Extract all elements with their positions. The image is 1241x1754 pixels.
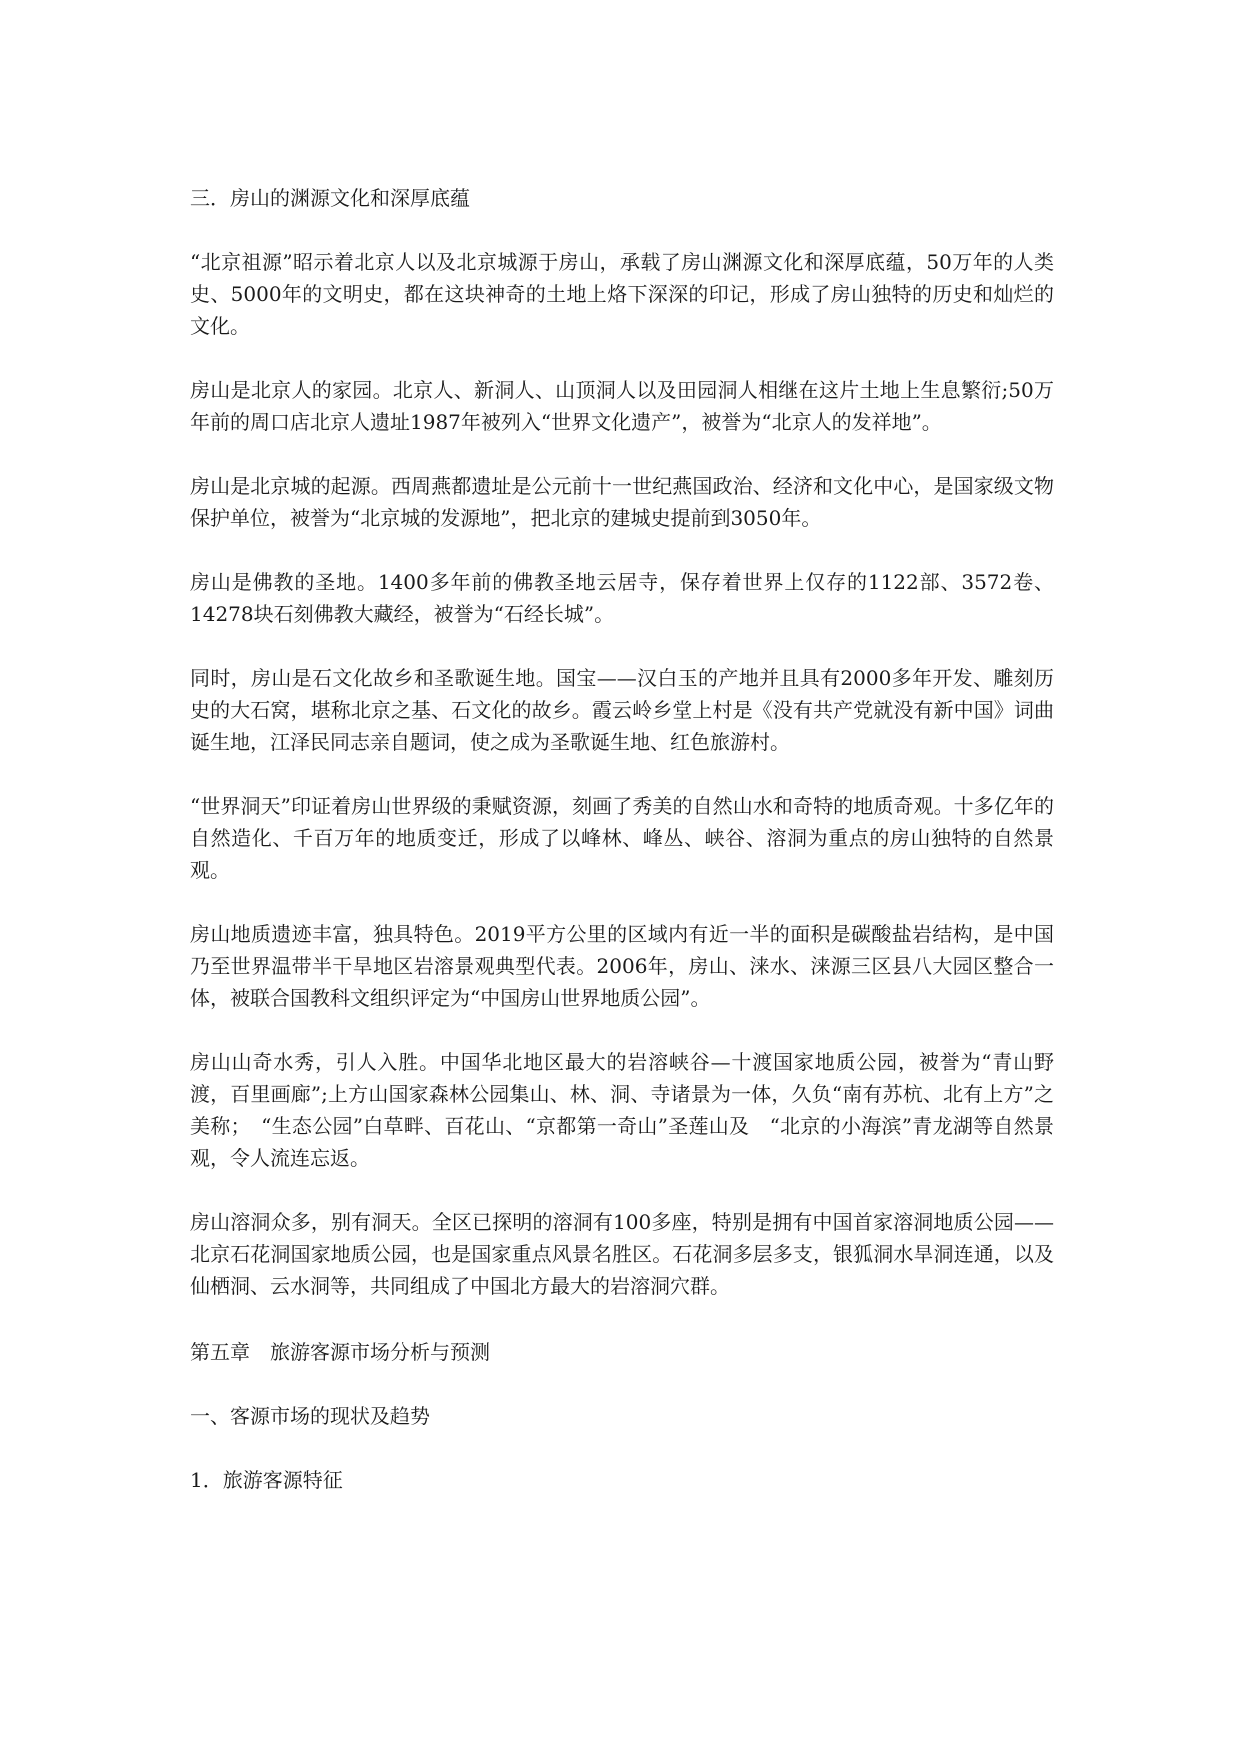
paragraph-karst-caves: 房山溶洞众多，别有洞天。全区已探明的溶洞有100多座，特别是拥有中国首家溶洞地质公园——北京石花洞国家地质公园，也是国家重点风景名胜区。石花洞多层多支，银狐洞水旱洞连通，以及仙栖洞、云水洞等，共同组成了中国北方最大的岩溶洞穴群。 <box>190 1210 1054 1298</box>
paragraph-world-cave: “世界洞天”印证着房山世界级的秉赋资源，刻画了秀美的自然山水和奇特的地质奇观。十多亿年的自然造化、千百万年的地质变迁，形成了以峰林、峰丛、峡谷、溶洞为重点的房山独特的自然景观。 <box>190 794 1054 882</box>
item-heading: 1．旅游客源特征 <box>190 1468 343 1492</box>
paragraph-beijing-city-origin: 房山是北京城的起源。西周燕都遗址是公元前十一世纪燕国政治、经济和文化中心，是国家级文物保护单位，被誉为“北京城的发源地”，把北京的建城史提前到3050年。 <box>190 474 1054 530</box>
paragraph-geological-heritage: 房山地质遗迹丰富，独具特色。2019平方公里的区域内有近一半的面积是碳酸盐岩结构，是中国乃至世界温带半干旱地区岩溶景观典型代表。2006年，房山、涞水、涞源三区县八大园区整合一体，被联合国教科文组织评定为“中国房山世界地质公园”。 <box>190 922 1054 1010</box>
chapter-heading: 第五章 旅游客源市场分析与预测 <box>190 1340 490 1364</box>
paragraph-beijing-origin: “北京祖源”昭示着北京人以及北京城源于房山，承载了房山渊源文化和深厚底蕴，50万年的人类史、5000年的文明史，都在这块神奇的土地上烙下深深的印记，形成了房山独特的历史和灿烂的文化。 <box>190 250 1054 338</box>
paragraph-scenery: 房山山奇水秀，引人入胜。中国华北地区最大的岩溶峡谷—十渡国家地质公园，被誉为“青山野渡，百里画廊”;上方山国家森林公园集山、林、洞、寺诸景为一体，久负“南有苏杭、北有上方”之美称； “生态公园”白草畔、百花山、“京都第一奇山”圣莲山及 “北京的小海滨”青龙湖等自然景观，令人流连忘返。 <box>190 1050 1054 1170</box>
section-heading: 三．房山的渊源文化和深厚底蕴 <box>190 186 470 210</box>
paragraph-stone-culture: 同时，房山是石文化故乡和圣歌诞生地。国宝——汉白玉的产地并且具有2000多年开发、雕刻历史的大石窝，堪称北京之基、石文化的故乡。霞云岭乡堂上村是《没有共产党就没有新中国》词曲诞生地，江泽民同志亲自题词，使之成为圣歌诞生地、红色旅游村。 <box>190 666 1054 754</box>
paragraph-buddhist-holy-land: 房山是佛教的圣地。1400多年前的佛教圣地云居寺，保存着世界上仅存的1122部、3572卷、14278块石刻佛教大藏经，被誉为“石经长城”。 <box>190 570 1054 626</box>
document-page <box>190 182 1054 1528</box>
subsection-heading: 一、客源市场的现状及趋势 <box>190 1404 430 1428</box>
paragraph-peking-man-home: 房山是北京人的家园。北京人、新洞人、山顶洞人以及田园洞人相继在这片土地上生息繁衍;50万年前的周口店北京人遗址1987年被列入“世界文化遗产”，被誉为“北京人的发祥地”。 <box>190 378 1054 434</box>
